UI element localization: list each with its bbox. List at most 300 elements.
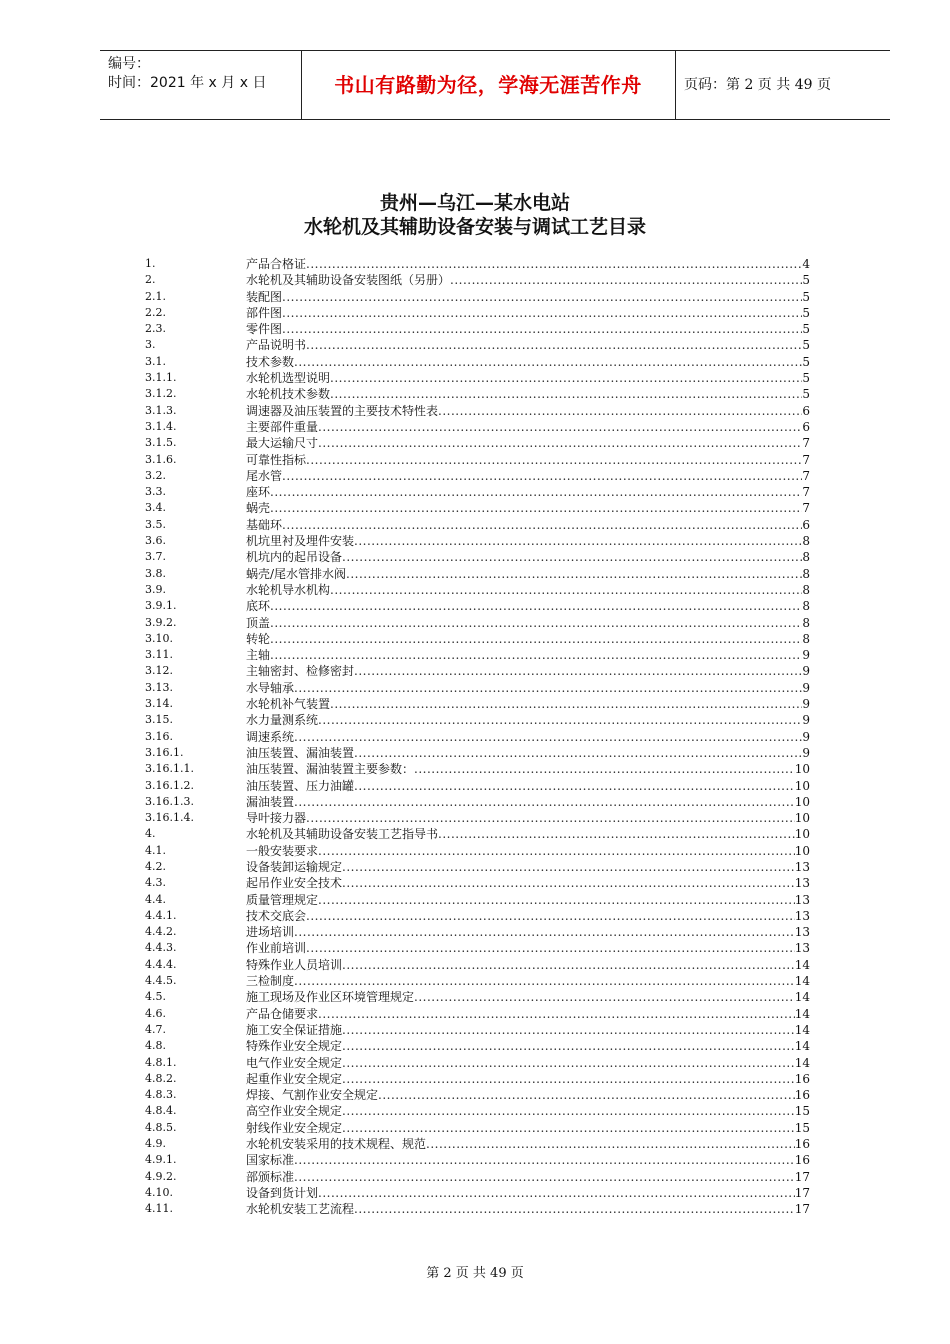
toc-entry-page: 7: [802, 468, 810, 483]
toc-entry-number: 4.8.3.: [145, 1088, 177, 1102]
toc-entry-title: 主要部件重量: [246, 419, 319, 434]
toc-leader-dots: [270, 598, 802, 614]
toc-entry-page: 13: [794, 892, 810, 907]
toc-leader-dots: [282, 468, 802, 484]
toc-leader-dots: [270, 615, 802, 631]
toc-leader-dots: [294, 680, 802, 696]
toc-entry-number: 4.6.: [145, 1006, 166, 1020]
toc-entry-number: 3.8.: [145, 566, 166, 580]
page-footer: 第 2 页 共 49 页: [426, 1266, 524, 1281]
toc-entry-title: 设备到货计划: [246, 1185, 319, 1200]
header-divider: [675, 51, 676, 119]
toc-entry-title: 基础环: [246, 517, 283, 532]
toc-entry-number: 4.4.2.: [145, 925, 177, 939]
toc-leader-dots: [306, 908, 795, 924]
toc-leader-dots: [318, 1185, 795, 1201]
toc-leader-dots: [342, 1038, 795, 1054]
toc-entry[interactable]: [145, 892, 810, 908]
toc-leader-dots: [318, 435, 802, 451]
toc-leader-dots: [438, 826, 795, 842]
toc-entry-title: 焊接、气割作业安全规定: [246, 1088, 379, 1103]
toc-entry-page: 14: [794, 957, 810, 972]
toc-entry-number: 3.16.1.4.: [145, 811, 194, 825]
toc-entry-number: 3.16.1.1.: [145, 762, 194, 776]
toc-entry[interactable]: [145, 484, 810, 500]
toc-entry[interactable]: [145, 386, 810, 402]
toc-leader-dots: [342, 1022, 795, 1038]
toc-entry-page: 16: [794, 1071, 810, 1086]
toc-entry-title: 高空作业安全规定: [246, 1104, 343, 1119]
toc-entry[interactable]: [145, 321, 810, 337]
toc-entry-page: 8: [802, 599, 810, 614]
toc-leader-dots: [270, 647, 802, 663]
toc-entry-title: 产品仓储要求: [246, 1006, 319, 1021]
toc-entry-number: 4.2.: [145, 859, 166, 873]
toc-entry-page: 5: [802, 338, 810, 353]
toc-entry[interactable]: [145, 794, 810, 810]
toc-leader-dots: [294, 1152, 795, 1168]
toc-entry-number: 4.8.: [145, 1039, 166, 1053]
toc-entry-page: 10: [794, 843, 810, 858]
toc-leader-dots: [354, 533, 802, 549]
toc-entry[interactable]: [145, 1038, 810, 1054]
toc-entry-number: 3.7.: [145, 550, 166, 564]
toc-entry-number: 4.11.: [145, 1202, 173, 1216]
toc-entry-page: 8: [802, 534, 810, 549]
toc-entry-number: 3.16.1.3.: [145, 794, 194, 808]
toc-entry-number: 4.4.3.: [145, 941, 177, 955]
toc-entry[interactable]: [145, 272, 810, 288]
toc-entry-number: 1.: [145, 257, 156, 270]
toc-entry-title: 尾水管: [246, 468, 283, 483]
toc-entry-page: 9: [802, 664, 810, 679]
toc-entry-number: 2.1.: [145, 289, 166, 303]
toc-entry-title: 调速系统: [246, 729, 295, 744]
toc-leader-dots: [270, 500, 802, 516]
toc-entry[interactable]: [145, 452, 810, 468]
toc-entry-number: 4.8.5.: [145, 1120, 177, 1134]
toc-entry-title: 水导轴承: [246, 680, 295, 695]
toc-entry-number: 2.: [145, 273, 156, 287]
toc-entry[interactable]: [145, 1201, 810, 1217]
toc-entry-title: 油压装置、漏油装置主要参数：: [246, 762, 415, 777]
toc-entry-title: 技术参数: [246, 354, 295, 369]
toc-entry-page: 16: [794, 1153, 810, 1168]
toc-leader-dots: [306, 337, 802, 353]
toc-entry[interactable]: [145, 696, 810, 712]
toc-entry-title: 国家标准: [246, 1153, 295, 1168]
toc-entry-title: 主轴密封、检修密封: [246, 664, 355, 679]
header-motto: 书山有路勤为径，学海无涯苦作舟: [334, 73, 642, 97]
document-date: 时间：2021 年 x 月 x 日: [108, 75, 267, 91]
toc-leader-dots: [282, 517, 802, 533]
toc-entry[interactable]: [145, 810, 810, 826]
toc-entry-number: 3.1.3.: [145, 403, 177, 417]
toc-entry-number: 4.3.: [145, 876, 166, 890]
toc-entry-page: 13: [794, 925, 810, 940]
toc-entry-number: 4.9.1.: [145, 1153, 177, 1167]
toc-leader-dots: [346, 566, 802, 582]
toc-entry-title: 部颁标准: [246, 1169, 295, 1184]
toc-entry-title: 设备装卸运输规定: [246, 859, 343, 874]
toc-entry[interactable]: [145, 337, 810, 353]
toc-entry[interactable]: [145, 354, 810, 370]
toc-entry-title: 转轮: [246, 631, 271, 646]
toc-entry-number: 4.8.1.: [145, 1055, 177, 1069]
toc-entry[interactable]: [145, 500, 810, 516]
toc-entry[interactable]: [145, 989, 810, 1005]
toc-entry-number: 3.13.: [145, 680, 173, 694]
toc-entry-page: 8: [802, 550, 810, 565]
toc-entry-number: 3.2.: [145, 468, 166, 482]
toc-entry-page: 15: [794, 1120, 810, 1135]
toc-entry-title: 一般安装要求: [246, 843, 319, 858]
toc-entry-number: 3.1.4.: [145, 419, 177, 433]
toc-entry-number: 3.9.2.: [145, 615, 177, 629]
toc-entry-page: 13: [794, 859, 810, 874]
toc-entry-title: 进场培训: [246, 925, 295, 940]
toc-entry-number: 4.4.5.: [145, 974, 177, 988]
toc-entry-number: 3.3.: [145, 485, 166, 499]
toc-entry-page: 10: [794, 794, 810, 809]
toc-entry-title: 技术交底会: [246, 908, 307, 923]
toc-entry[interactable]: [145, 1120, 810, 1136]
toc-entry-title: 三检制度: [246, 974, 295, 989]
toc-entry[interactable]: [145, 1087, 810, 1103]
toc-leader-dots: [282, 305, 802, 321]
toc-entry-title: 导叶接力器: [246, 811, 307, 826]
toc-leader-dots: [318, 892, 795, 908]
toc-entry[interactable]: [145, 957, 810, 973]
toc-entry[interactable]: [145, 761, 810, 777]
toc-entry-title: 起重作业安全规定: [246, 1071, 343, 1086]
toc-entry-page: 16: [794, 1137, 810, 1152]
toc-entry-title: 蜗壳: [246, 501, 271, 516]
header-page-info: 页码：第 2 页 共 49 页: [684, 77, 831, 93]
toc-entry-title: 水轮机安装采用的技术规程、规范: [246, 1137, 427, 1152]
document-title-line1: 贵州—乌江—某水电站: [379, 192, 570, 214]
toc-leader-dots: [294, 1169, 795, 1185]
toc-leader-dots: [378, 1087, 795, 1103]
toc-entry-number: 3.10.: [145, 631, 173, 645]
toc-entry-page: 16: [794, 1088, 810, 1103]
toc-leader-dots: [414, 989, 795, 1005]
toc-entry-number: 4.10.: [145, 1185, 173, 1199]
toc-entry-page: 7: [802, 436, 810, 451]
toc-entry-title: 可靠性指标: [246, 452, 307, 467]
toc-entry[interactable]: [145, 598, 810, 614]
toc-entry[interactable]: [145, 647, 810, 663]
toc-entry-title: 顶盖: [246, 615, 271, 630]
table-of-contents: [145, 256, 810, 1218]
toc-entry-number: 3.5.: [145, 517, 166, 531]
toc-entry-number: 3.1.5.: [145, 436, 177, 450]
toc-leader-dots: [414, 761, 795, 777]
toc-entry-page: 14: [794, 1006, 810, 1021]
toc-entry-title: 油压装置、压力油罐: [246, 778, 355, 793]
toc-entry-page: 8: [802, 566, 810, 581]
toc-entry-title: 调速器及油压装置的主要技术特性表: [246, 403, 439, 418]
toc-entry-page: 8: [802, 615, 810, 630]
toc-entry-number: 3.16.1.2.: [145, 778, 194, 792]
toc-entry[interactable]: [145, 1152, 810, 1168]
toc-entry-page: 10: [794, 778, 810, 793]
toc-entry-title: 作业前培训: [246, 941, 307, 956]
toc-entry-title: 座环: [246, 485, 271, 500]
toc-entry-number: 4.9.2.: [145, 1169, 177, 1183]
toc-entry[interactable]: [145, 1185, 810, 1201]
toc-leader-dots: [294, 354, 802, 370]
toc-entry-page: 6: [802, 517, 810, 532]
toc-entry-page: 14: [794, 1039, 810, 1054]
toc-leader-dots: [306, 810, 795, 826]
toc-entry-title: 电气作业安全规定: [246, 1055, 343, 1070]
toc-entry-title: 水轮机及其辅助设备安装工艺指导书: [246, 827, 439, 842]
toc-entry-page: 14: [794, 1022, 810, 1037]
toc-entry[interactable]: [145, 680, 810, 696]
toc-leader-dots: [318, 1006, 795, 1022]
toc-entry-page: 9: [802, 729, 810, 744]
toc-entry[interactable]: [145, 468, 810, 484]
header-meta: [108, 55, 303, 93]
toc-entry[interactable]: [145, 859, 810, 875]
toc-entry[interactable]: [145, 778, 810, 794]
toc-entry-title: 水轮机及其辅助设备安装图纸（另册）: [246, 273, 451, 288]
toc-entry-page: 13: [794, 908, 810, 923]
toc-leader-dots: [342, 1055, 795, 1071]
toc-entry[interactable]: [145, 1103, 810, 1119]
toc-entry-title: 产品合格证: [246, 257, 307, 271]
toc-entry-page: 13: [794, 876, 810, 891]
toc-entry[interactable]: [145, 615, 810, 631]
toc-leader-dots: [342, 957, 795, 973]
toc-entry-page: 5: [802, 354, 810, 369]
toc-entry-page: 9: [802, 713, 810, 728]
toc-leader-dots: [354, 778, 795, 794]
toc-entry-title: 底环: [246, 599, 271, 614]
toc-leader-dots: [330, 386, 802, 402]
toc-entry-page: 9: [802, 648, 810, 663]
toc-leader-dots: [294, 794, 795, 810]
toc-leader-dots: [282, 289, 802, 305]
toc-entry-number: 4.4.1.: [145, 908, 177, 922]
toc-leader-dots: [318, 712, 802, 728]
toc-entry-page: 5: [802, 387, 810, 402]
toc-entry[interactable]: [145, 1006, 810, 1022]
toc-entry[interactable]: [145, 729, 810, 745]
toc-entry[interactable]: [145, 256, 810, 272]
toc-entry-page: 5: [802, 305, 810, 320]
toc-leader-dots: [306, 940, 795, 956]
toc-entry-page: 14: [794, 1055, 810, 1070]
document-code-label: 编号：: [108, 56, 150, 72]
toc-entry[interactable]: [145, 826, 810, 842]
toc-entry-page: 10: [794, 762, 810, 777]
toc-entry-number: 4.1.: [145, 843, 166, 857]
toc-entry-title: 机坑里衬及埋件安装: [246, 534, 355, 549]
toc-entry-title: 主轴: [246, 648, 271, 663]
toc-entry-number: 4.9.: [145, 1137, 166, 1151]
document-title-line2: 水轮机及其辅助设备安装与调试工艺目录: [303, 216, 646, 238]
toc-entry-page: 7: [802, 452, 810, 467]
toc-entry[interactable]: [145, 745, 810, 761]
toc-entry[interactable]: [145, 631, 810, 647]
toc-entry-page: 4: [802, 257, 810, 271]
toc-entry-title: 射线作业安全规定: [246, 1120, 343, 1135]
toc-entry-number: 2.3.: [145, 322, 166, 336]
toc-entry-number: 4.4.: [145, 892, 166, 906]
toc-entry-number: 3.11.: [145, 648, 173, 662]
toc-leader-dots: [282, 321, 802, 337]
toc-entry[interactable]: [145, 843, 810, 859]
toc-leader-dots: [342, 1103, 795, 1119]
toc-entry-page: 5: [802, 371, 810, 386]
toc-leader-dots: [354, 745, 802, 761]
toc-entry[interactable]: [145, 1169, 810, 1185]
toc-entry-page: 14: [794, 974, 810, 989]
toc-entry-number: 2.2.: [145, 305, 166, 319]
toc-entry[interactable]: [145, 1071, 810, 1087]
toc-entry[interactable]: [145, 419, 810, 435]
toc-entry[interactable]: [145, 566, 810, 582]
toc-entry-page: 17: [794, 1202, 810, 1217]
toc-entry[interactable]: [145, 370, 810, 386]
toc-entry-title: 质量管理规定: [246, 892, 319, 907]
toc-leader-dots: [318, 419, 802, 435]
toc-entry[interactable]: [145, 973, 810, 989]
toc-entry-page: 5: [802, 273, 810, 288]
toc-entry-number: 3.1.1.: [145, 371, 177, 385]
toc-entry[interactable]: [145, 908, 810, 924]
toc-leader-dots: [354, 663, 802, 679]
toc-leader-dots: [318, 843, 795, 859]
toc-leader-dots: [426, 1136, 795, 1152]
toc-entry-page: 6: [802, 419, 810, 434]
toc-entry-number: 4.5.: [145, 990, 166, 1004]
toc-entry-page: 7: [802, 485, 810, 500]
toc-entry-title: 水轮机技术参数: [246, 387, 331, 402]
toc-leader-dots: [306, 256, 802, 272]
toc-leader-dots: [354, 1201, 795, 1217]
toc-entry[interactable]: [145, 582, 810, 598]
toc-entry-number: 3.14.: [145, 697, 173, 711]
toc-entry-title: 部件图: [246, 305, 283, 320]
toc-entry[interactable]: [145, 940, 810, 956]
toc-entry-title: 蜗壳/尾水管排水阀: [246, 566, 347, 581]
toc-entry-number: 3.1.: [145, 354, 166, 368]
toc-entry-page: 9: [802, 680, 810, 695]
toc-entry-title: 施工现场及作业区环境管理规定: [246, 990, 415, 1005]
toc-leader-dots: [342, 859, 795, 875]
toc-leader-dots: [294, 729, 802, 745]
toc-entry-title: 产品说明书: [246, 338, 307, 353]
page-header: [100, 50, 890, 120]
toc-entry-title: 最大运输尺寸: [246, 436, 319, 451]
toc-entry[interactable]: [145, 289, 810, 305]
toc-leader-dots: [270, 631, 802, 647]
toc-entry-title: 起吊作业安全技术: [246, 876, 343, 891]
toc-entry-title: 油压装置、漏油装置: [246, 745, 355, 760]
toc-entry-page: 10: [794, 827, 810, 842]
toc-leader-dots: [330, 696, 802, 712]
toc-entry[interactable]: [145, 403, 810, 419]
toc-leader-dots: [294, 924, 795, 940]
toc-leader-dots: [342, 1120, 795, 1136]
toc-entry[interactable]: [145, 924, 810, 940]
toc-entry[interactable]: [145, 517, 810, 533]
toc-entry-title: 机坑内的起吊设备: [246, 550, 343, 565]
toc-entry-number: 4.7.: [145, 1022, 166, 1036]
toc-entry-title: 水轮机安装工艺流程: [246, 1202, 355, 1217]
toc-leader-dots: [438, 403, 802, 419]
toc-entry-page: 10: [794, 811, 810, 826]
toc-leader-dots: [294, 973, 795, 989]
toc-leader-dots: [450, 272, 802, 288]
toc-entry-number: 4.: [145, 827, 156, 841]
toc-entry-page: 17: [794, 1169, 810, 1184]
toc-entry-title: 施工安全保证措施: [246, 1022, 343, 1037]
toc-entry-title: 装配图: [246, 289, 283, 304]
toc-entry-title: 零件图: [246, 322, 283, 337]
toc-entry-number: 3.16.1.: [145, 745, 184, 759]
toc-entry-number: 3.15.: [145, 713, 173, 727]
toc-leader-dots: [306, 452, 802, 468]
toc-entry-number: 3.4.: [145, 501, 166, 515]
toc-entry-page: 8: [802, 582, 810, 597]
toc-entry[interactable]: [145, 1022, 810, 1038]
toc-entry[interactable]: [145, 549, 810, 565]
toc-entry-page: 14: [794, 990, 810, 1005]
toc-entry-page: 9: [802, 697, 810, 712]
toc-entry-page: 6: [802, 403, 810, 418]
toc-leader-dots: [342, 1071, 795, 1087]
toc-entry-number: 3.16.: [145, 729, 173, 743]
toc-entry-page: 5: [802, 322, 810, 337]
toc-entry[interactable]: [145, 663, 810, 679]
toc-entry[interactable]: [145, 533, 810, 549]
toc-entry-number: 3.1.6.: [145, 452, 177, 466]
toc-entry-title: 特殊作业人员培训: [246, 957, 343, 972]
toc-leader-dots: [342, 875, 795, 891]
toc-entry-number: 4.8.2.: [145, 1071, 177, 1085]
toc-entry-page: 13: [794, 941, 810, 956]
toc-entry-page: 8: [802, 631, 810, 646]
toc-entry-title: 水轮机选型说明: [246, 371, 331, 386]
toc-entry[interactable]: [145, 305, 810, 321]
toc-entry-number: 3.6.: [145, 534, 166, 548]
toc-leader-dots: [270, 484, 802, 500]
toc-entry-page: 17: [794, 1185, 810, 1200]
toc-entry[interactable]: [145, 875, 810, 891]
toc-entry-title: 漏油装置: [246, 794, 295, 809]
toc-entry-title: 水轮机补气装置: [246, 697, 331, 712]
toc-entry-number: 3.9.: [145, 582, 166, 596]
toc-entry[interactable]: [145, 712, 810, 728]
toc-entry-number: 3.: [145, 338, 156, 352]
toc-leader-dots: [330, 582, 802, 598]
toc-entry-title: 水力量测系统: [246, 713, 319, 728]
toc-entry[interactable]: [145, 435, 810, 451]
toc-leader-dots: [330, 370, 802, 386]
toc-entry-page: 7: [802, 501, 810, 516]
toc-entry-number: 3.9.1.: [145, 599, 177, 613]
toc-leader-dots: [342, 549, 802, 565]
toc-entry-number: 3.1.2.: [145, 387, 177, 401]
toc-entry[interactable]: [145, 1136, 810, 1152]
toc-entry[interactable]: [145, 1055, 810, 1071]
toc-entry-title: 水轮机导水机构: [246, 582, 331, 597]
toc-entry-title: 特殊作业安全规定: [246, 1039, 343, 1054]
